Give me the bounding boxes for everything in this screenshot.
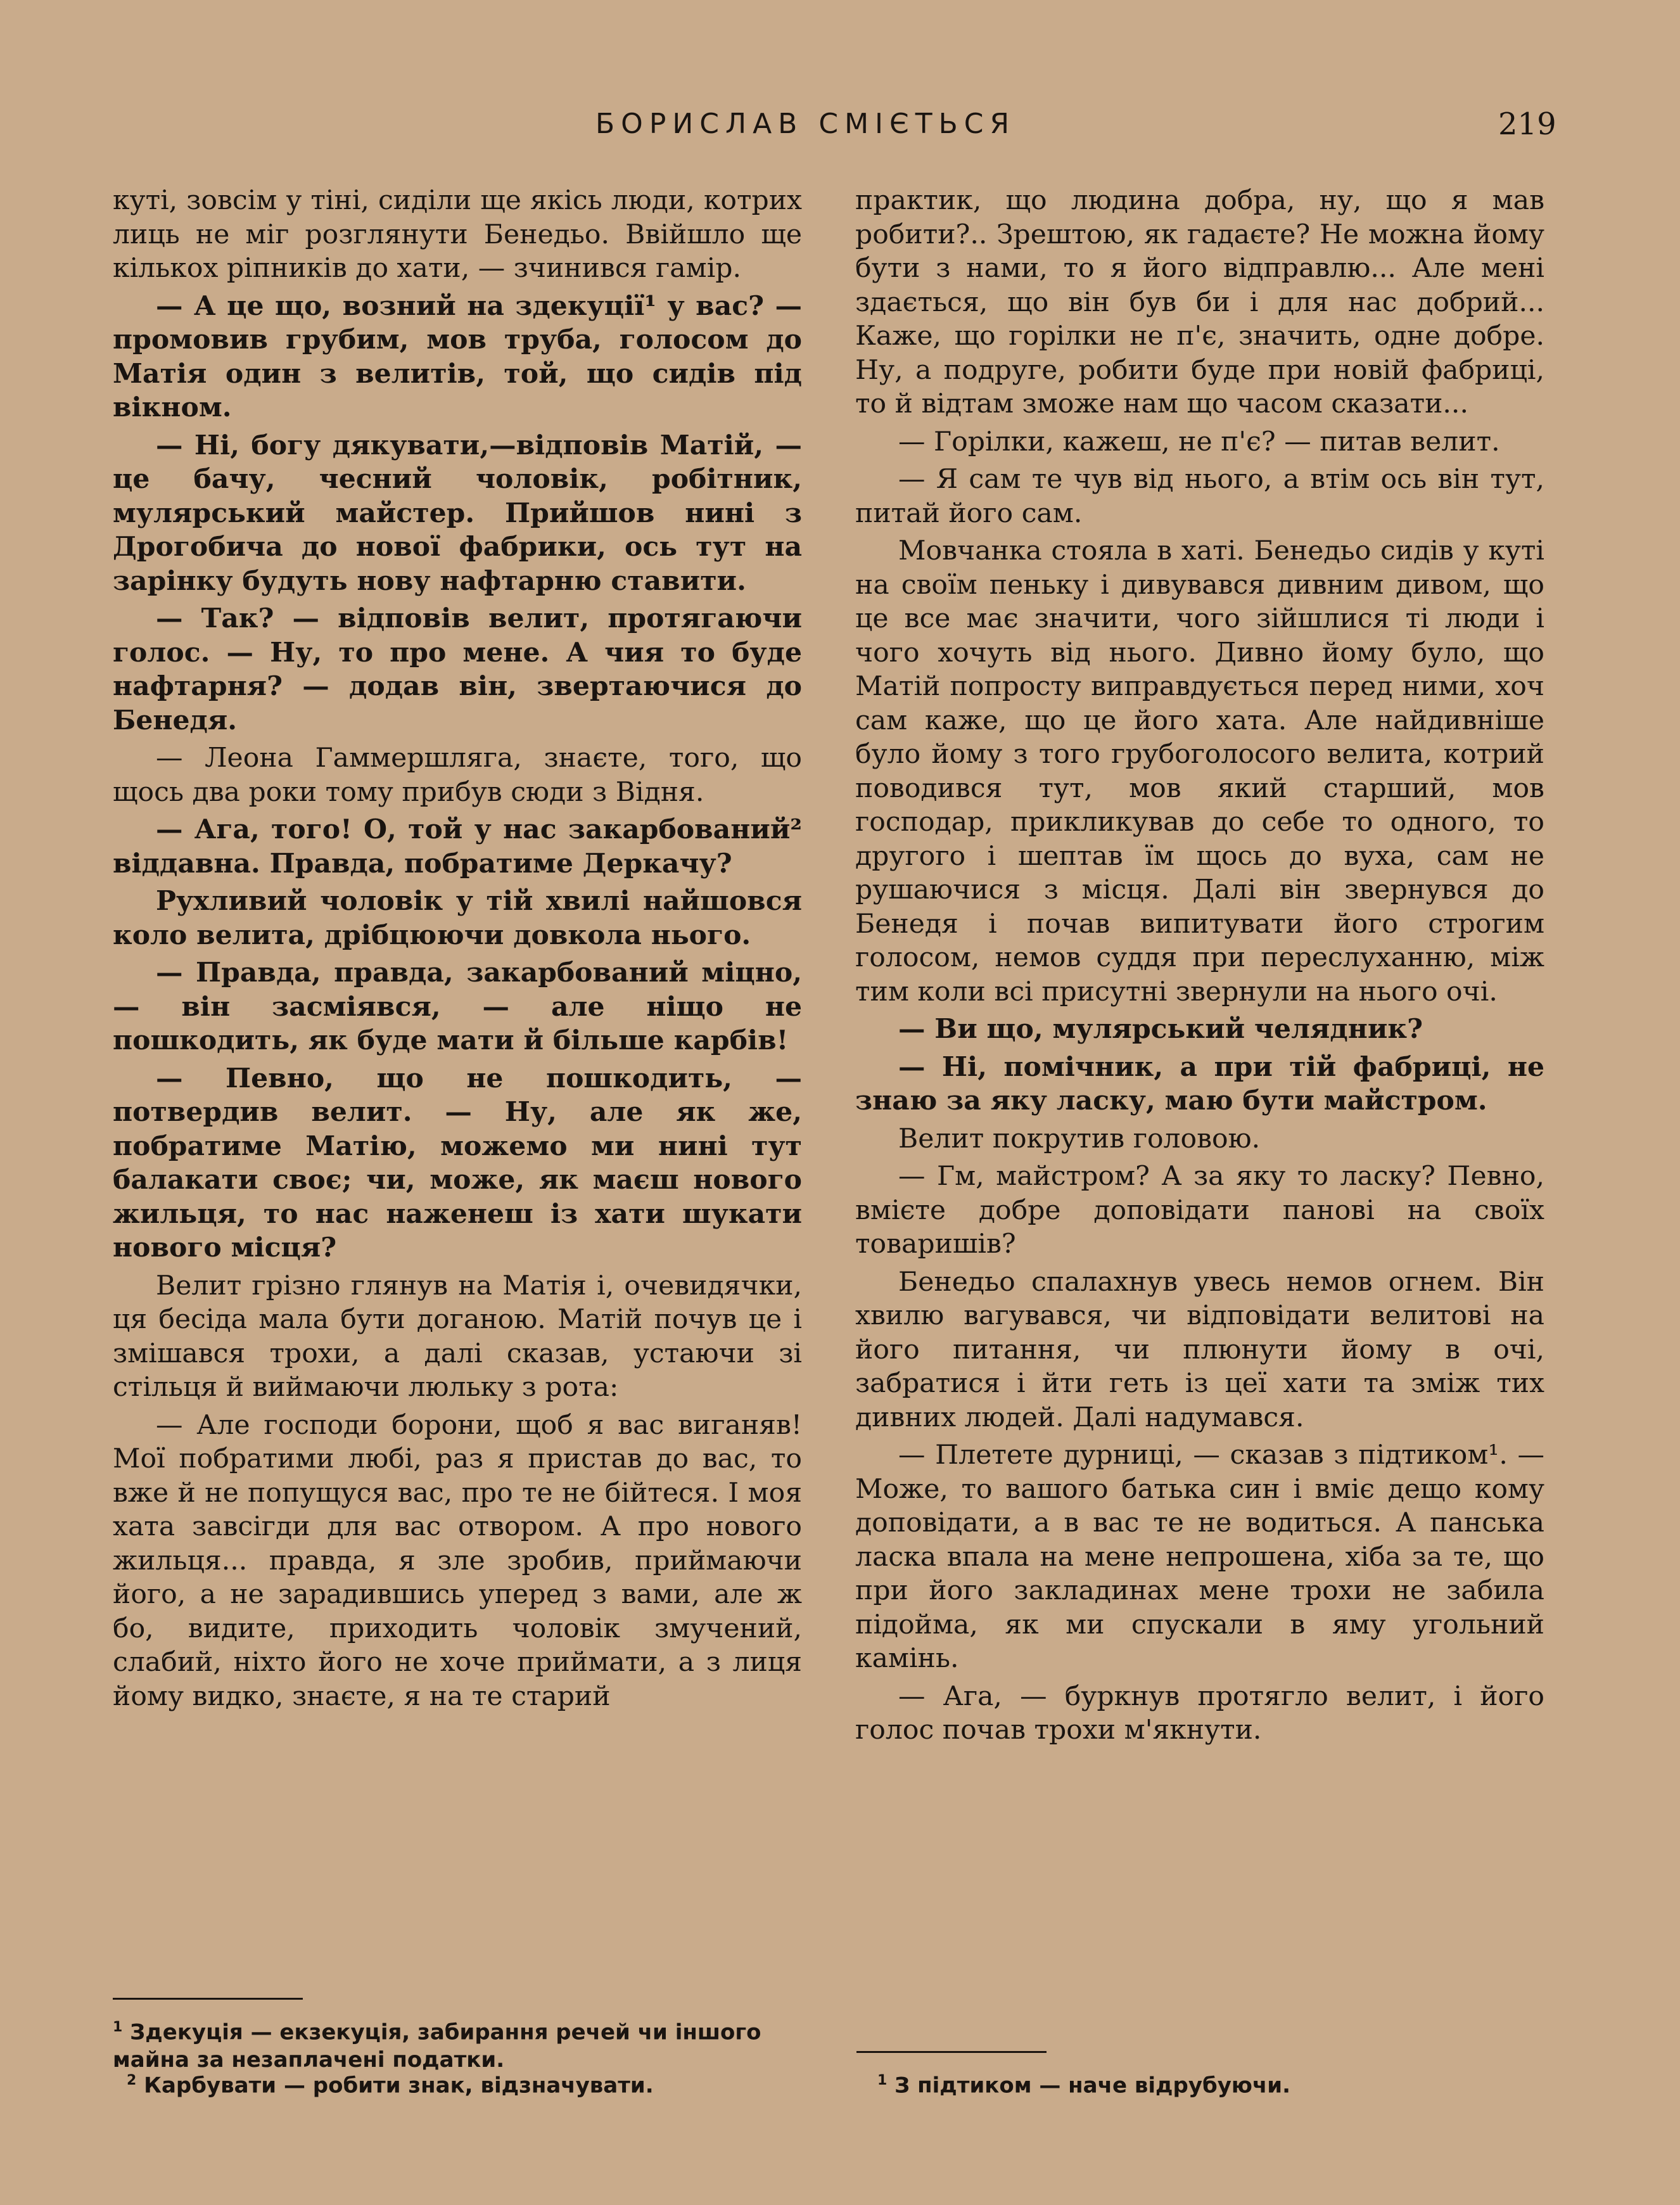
- left-column: [113, 184, 802, 1717]
- paragraph: Велит грізно глянув на Матія і, очевидячки, ця бесіда мала бути доганою. Матій почув це і змішався трохи, а далі сказав, устаючи зі стільця й виймаючи люльку з рота:: [113, 1270, 802, 1403]
- footnote-text: З підтиком — наче відрубуючи.: [894, 2073, 1291, 2099]
- paragraph: — Ага, того! О, той у нас закарбований² віддавна. Правда, побратиме Деркачу?: [113, 814, 802, 879]
- footnote-mark: 1: [877, 2073, 888, 2088]
- footnote: [877, 2067, 1549, 2099]
- paragraph: — Гм, майстром? А за яку то ласку? Певно, вмієте добре доповідати панові на своїх товаришів?: [855, 1161, 1544, 1260]
- footnote-text: Карбувати — робити знак, відзначувати.: [144, 2073, 654, 2099]
- paragraph: Бенедьо спалахнув увесь немов огнем. Він хвилю вагувався, чи відповідати велитові на його питання, чи плюнути йому в очі, забратися і йти геть із цеї хати та зміж тих дивних людей. Далі надумався.: [855, 1266, 1544, 1433]
- paragraph: Рухливий чоловік у тій хвилі найшовся коло велита, дрібцюючи довкола нього.: [113, 885, 802, 951]
- footnote-mark: 1: [113, 2019, 123, 2035]
- right-column: [855, 184, 1544, 1751]
- paragraph: — Плетете дурниці, — сказав з підтиком¹. — Може, то вашого батька син і вміє дещо кому доповідати, а в вас те не водиться. А панська ласка впала на мене непрошена, хіба за те, що при його закладинах мене трохи не забила підойма, як ми спускали в яму угольний камінь.: [855, 1440, 1544, 1674]
- running-head: БОРИСЛАВ СМІЄТЬСЯ: [595, 108, 1016, 140]
- paragraph: — Ви що, мулярський челядник?: [898, 1013, 1423, 1045]
- page-number: 219: [1498, 106, 1556, 142]
- paragraph: — Але господи борони, щоб я вас виганяв! Мої побратими любі, раз я пристав до вас, то вже й не попущуся вас, про те не бійтеся. І моя хата завсігди для вас отвором. А про нового жильця... правда, я зле зробив, приймаючи його, а не зарадившись уперед з вами, але ж бо, видите, приходить чоловік змучений, слабий, ніхто його не хоче приймати, а з лиця йому видко, знаєте, я на те старий: [113, 1409, 802, 1712]
- paragraph: — Ні, помічник, а при тій фабриці, не знаю за яку ласку, маю бути майстром.: [855, 1051, 1544, 1116]
- paragraph: — Я сам те чув від нього, а втім ось він тут, питай його сам.: [855, 464, 1544, 529]
- paragraph: — Правда, правда, закарбований міцно, — він засміявся, — але ніщо не пошкодить, як буде мати й більше карбів!: [113, 957, 802, 1056]
- paragraph: — Так? — відповів велит, протягаючи голос. — Ну, то про мене. А чия то буде нафтарня? — додав він, звертаючися до Бенедя.: [113, 603, 802, 736]
- paragraph: — Горілки, кажеш, не п'є? — питав велит.: [898, 426, 1500, 457]
- footnote-text: Здекуція — екзекуція, забирання речей чи іншого майна за незаплачені податки.: [113, 2019, 761, 2073]
- paragraph: Мовчанка стояла в хаті. Бенедьо сидів у куті на своїм пеньку і дивувався дивним дивом, що це все має значити, чого зійшлися ті люди і чого хочуть від нього. Дивно йому було, що Матій попросту виправдується перед ними, хоч сам каже, що це його хата. Але найдивніше було йому з того грубоголосого велита, котрий поводився тут, мов який старший, мов господар, прикликував до себе то одного, то другого і шептав їм щось до вуха, сам не рушаючися з місця. Далі він звернувся до Бенедя і почав випитувати його строгим голосом, немов суддя при переслуханню, між тим коли всі присутні звернули на нього очі.: [855, 535, 1544, 1007]
- paragraph: — Ага, — буркнув протягло велит, і його голос почав трохи м'якнути.: [855, 1680, 1544, 1746]
- footnote-rule: [856, 2051, 1047, 2053]
- paragraph: — Леона Гаммершляга, знаєте, того, що щось два роки тому прибув сюди з Відня.: [113, 743, 802, 808]
- paragraph: — А це що, возний на здекуції¹ у вас? — промовив грубим, мов труба, голосом до Матія один з велитів, той, що сидів під вікном.: [113, 290, 802, 423]
- paragraph: — Певно, що не пошкодить, — потвердив велит. — Ну, але як же, побратиме Матію, можемо ми нині тут балакати своє; чи, може, як маєш нового жильця, то нас наженеш із хати шукати нового місця?: [113, 1062, 802, 1263]
- footnote: [127, 2067, 802, 2099]
- footnote-mark: 2: [127, 2073, 137, 2088]
- paragraph: практик, що людина добра, ну, що я мав робити?.. Зрештою, як гадаєте? Не можна йому бути з нами, то я його відправлю... Але мені здається, що він був би і для нас добрий... Каже, що горілки не п'є, значить, одне добре. Ну, а подруге, робити буде при новій фабриці, то й відтам зможе нам що часом сказати...: [855, 185, 1544, 419]
- footnote: [113, 2014, 802, 2074]
- paragraph: — Ні, богу дякувати,—відповів Матій, — це бачу, чесний чоловік, робітник, мулярський майстер. Прийшов нині з Дрогобича до нової фабрики, ось тут на зарінку будуть нову нафтарню ставити.: [113, 429, 802, 597]
- footnote-rule: [113, 1998, 303, 2000]
- paragraph: куті, зовсім у тіні, сиділи ще якісь люди, котрих лиць не міг розглянути Бенедьо. Ввійшло ще кількох ріпників до хати, — зчинився гамір.: [113, 185, 802, 284]
- paragraph: Велит покрутив головою.: [898, 1123, 1261, 1154]
